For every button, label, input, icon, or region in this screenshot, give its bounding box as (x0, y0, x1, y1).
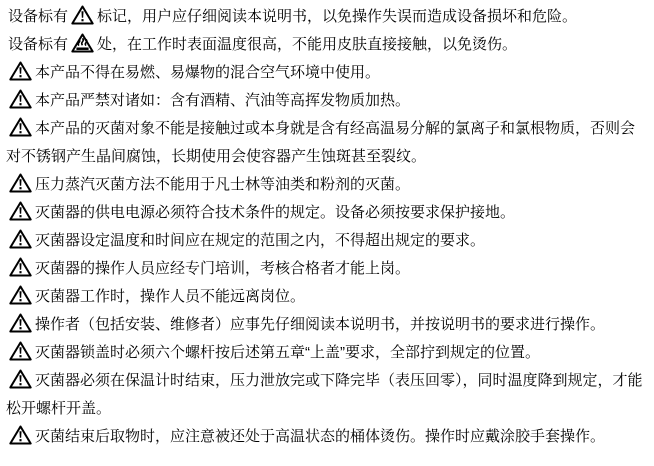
notice-prefix-text: 设备标有 (8, 8, 69, 25)
warning-triangle-icon (9, 229, 32, 249)
notice-item (6, 87, 646, 115)
notice-item (6, 199, 646, 227)
warning-triangle-icon (9, 425, 32, 445)
notice-item (6, 339, 646, 367)
notice-text: 灭菌结束后取物时，应注意被还处于高温状态的桶体烫伤。操作时应戴涂胶手套操作。 (35, 428, 606, 445)
notice-text: 灭菌器锁盖时必须六个螺杆按后述第五章“上盖”要求，全部拧到规定的位置。 (35, 344, 540, 361)
warning-triangle-icon (9, 313, 32, 333)
notice-item (6, 59, 646, 87)
notice-item (6, 171, 646, 199)
warning-triangle-icon (9, 257, 32, 277)
notice-text: 灭菌器必须在保温计时结束，压力泄放完或下降完毕（表压回零），同时温度降到规定，才能松开螺杆开盖。 (6, 372, 643, 417)
notice-text: 标记，用户应仔细阅读本说明书，以免操作失误而造成设备损坏和危险。 (97, 8, 578, 25)
warning-triangle-icon (9, 285, 32, 305)
notice-text: 灭菌器的操作人员应经专门培训，考核合格者才能上岗。 (35, 260, 411, 277)
warning-triangle-icon (9, 341, 32, 361)
notice-text: 灭菌器设定温度和时间应在规定的范围之内，不得超出规定的要求。 (35, 232, 486, 249)
notice-text: 本产品的灭菌对象不能是接触过或本身就是含有经高温易分解的氯离子和氯根物质，否则会对不锈钢产生晶间腐蚀，长期使用会使容器产生蚀斑甚至裂纹。 (6, 120, 636, 165)
notice-item (6, 367, 646, 423)
warning-triangle-icon (9, 369, 32, 389)
notice-item (6, 311, 646, 339)
notice-text: 处，在工作时表面温度很高，不能用皮肤直接接触，以免烫伤。 (97, 36, 518, 53)
hot-surface-triangle-icon (71, 33, 94, 53)
notice-item (6, 3, 646, 31)
notice-list (6, 3, 646, 451)
notice-item (6, 115, 646, 171)
notice-text: 压力蒸汽灭菌方法不能用于凡士林等油类和粉剂的灭菌。 (35, 176, 411, 193)
notice-text: 灭菌器的供电电源必须符合技术条件的规定。设备必须按要求保护接地。 (35, 204, 516, 221)
warning-triangle-icon (9, 61, 32, 81)
notice-text: 操作者（包括安装、维修者）应事先仔细阅读本说明书，并按说明书的要求进行操作。 (35, 316, 606, 333)
notice-text: 灭菌器工作时，操作人员不能远离岗位。 (35, 288, 306, 305)
notice-item (6, 227, 646, 255)
warning-triangle-icon (9, 173, 32, 193)
warning-triangle-icon (71, 5, 94, 25)
notice-item (6, 283, 646, 311)
notice-prefix-text: 设备标有 (8, 36, 69, 53)
notice-text: 本产品不得在易燃、易爆物的混合空气环境中使用。 (35, 64, 381, 81)
warning-triangle-icon (9, 201, 32, 221)
notice-item (6, 423, 646, 451)
notice-text: 本产品严禁对诸如：含有酒精、汽油等高挥发物质加热。 (35, 92, 411, 109)
notice-item (6, 255, 646, 283)
warning-triangle-icon (9, 89, 32, 109)
warning-triangle-icon (9, 117, 32, 137)
notice-item (6, 31, 646, 59)
